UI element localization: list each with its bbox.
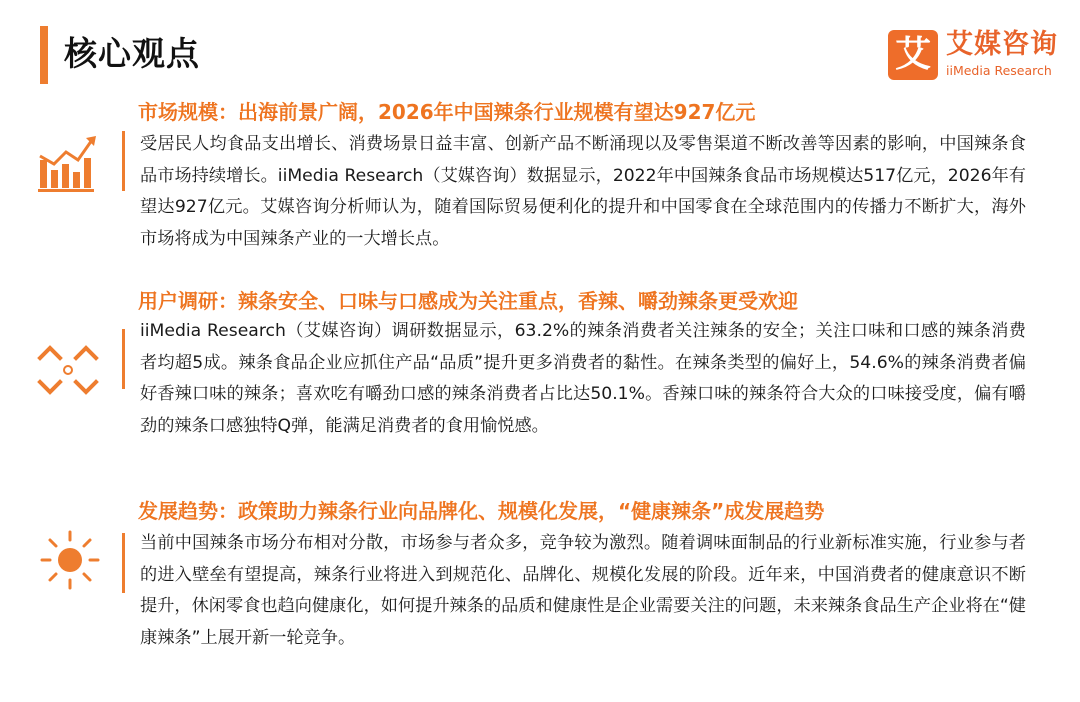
target-focus-icon (36, 340, 100, 400)
section-heading-trends: 发展趋势：政策助力辣条行业向品牌化、规模化发展，“健康辣条”成发展趋势 (138, 499, 825, 523)
section-body-trends: 当前中国辣条市场分布相对分散，市场参与者众多，竞争较为激烈。随着调味面制品的行业新标准实施，行业参与者的进入壁垒有望提高，辣条行业将进入到规范化、品牌化、规模化发展的阶段。近年来，中国消费者的健康意识不断提升，休闲零食也趋向健康化，如何提升辣条的品质和健康性是企业需要关注的问题，未来辣条食品生产企业将在“健康辣条”上展开新一轮竞争。 (140, 533, 1026, 648)
title-accent-bar (40, 26, 48, 84)
bar-chart-growth-icon (36, 134, 100, 194)
sun-icon (38, 528, 102, 592)
logo-mark: 艾 (888, 30, 938, 80)
section-heading-user-research: 用户调研：辣条安全、口味与口感成为关注重点，香辣、嚼劲辣条更受欢迎 (138, 289, 798, 313)
section-divider-bar (122, 533, 125, 593)
logo-name-cn: 艾媒咨询 (946, 29, 1058, 60)
section-heading-market-size: 市场规模：出海前景广阔，2026年中国辣条行业规模有望达927亿元 (138, 100, 756, 124)
page-title: 核心观点 (64, 34, 200, 73)
logo-name-en: iiMedia Research (946, 63, 1052, 78)
section-body-user-research: iiMedia Research（艾媒咨询）调研数据显示，63.2%的辣条消费者关注辣条的安全；关注口味和口感的辣条消费者均超5成。辣条食品企业应抓住产品“品质”提升更多消费者的黏性。在辣条类型的偏好上，54.6%的辣条消费者偏好香辣口味的辣条；喜欢吃有嚼劲口感的辣条消费者占比达50.1%。香辣口味的辣条符合大众的口味接受度，偏有嚼劲的辣条口感独特Q弹，能满足消费者的食用愉悦感。 (140, 321, 1026, 436)
brand-logo (888, 30, 1063, 84)
section-divider-bar (122, 131, 125, 191)
section-body-market-size: 受居民人均食品支出增长、消费场景日益丰富、创新产品不断涌现以及零售渠道不断改善等因素的影响，中国辣条食品市场持续增长。iiMedia Research（艾媒咨询）数据显示，2022年中国辣条食品市场规模达517亿元，2026年有望达927亿元。艾媒咨询分析师认为，随着国际贸易便利化的提升和中国零食在全球范围内的传播力不断扩大，海外市场将成为中国辣条产业的一大增长点。 (140, 134, 1026, 249)
section-divider-bar (122, 329, 125, 389)
